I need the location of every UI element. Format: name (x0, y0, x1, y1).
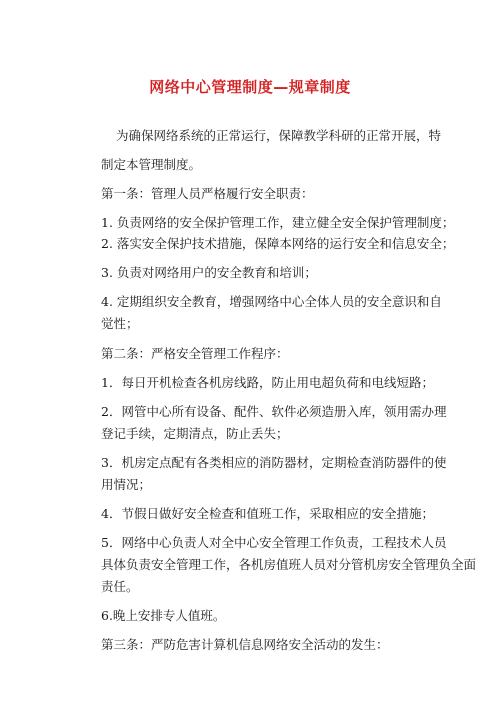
article-2-item-3-line-2: 用情况； (101, 477, 152, 492)
article-2-item-4: 4．节假日做好安全检查和值班工作，采取相应的安全措施； (101, 506, 434, 521)
article-1-item-4-line-1: 4. 定期组织安全教育，增强网络中心全体人员的安全意识和自 (101, 294, 442, 309)
article-3-heading: 第三条：严防危害计算机信息网络安全活动的发生： (101, 637, 389, 652)
article-1-item-2: 2. 落实安全保护技术措施，保障本网络的运行安全和信息安全； (101, 236, 455, 251)
article-2-item-2-line-1: 2．网管中心所有设备、配件、软件必须造册入库，领用需办理 (101, 404, 447, 419)
document-title: 网络中心管理制度—规章制度 (149, 78, 351, 96)
article-2-item-6: 6.晚上安排专人值班。 (101, 608, 226, 623)
article-2-item-5-line-3: 责任。 (101, 579, 139, 594)
article-2-item-1: 1．每日开机检查各机房线路，防止用电超负荷和电线短路； (101, 375, 434, 390)
article-1-item-3: 3. 负责对网络用户的安全教育和培训； (101, 265, 317, 280)
article-2-item-5-line-2: 具体负责安全管理工作，各机房值班人员对分管机房安全管理负全面 (101, 557, 477, 572)
article-2-item-2-line-2: 登记手续，定期清点，防止丢失； (101, 426, 289, 441)
article-1-item-1: 1. 负责网络的安全保护管理工作，建立健全安全保护管理制度； (101, 215, 455, 230)
intro-line-2: 制定本管理制度。 (101, 157, 202, 172)
article-1-item-4-line-2: 觉性； (101, 316, 139, 331)
intro-line-1: 为确保网络系统的正常运行，保障教学科研的正常开展，特 (116, 128, 442, 143)
article-1-heading: 第一条：管理人员严格履行安全职责： (101, 186, 314, 201)
article-2-heading: 第二条：严格安全管理工作程序： (101, 346, 289, 361)
article-2-item-5-line-1: 5．网络中心负责人对全中心安全管理工作负责，工程技术人员 (101, 535, 447, 550)
article-2-item-3-line-1: 3．机房定点配有各类相应的消防器材，定期检查消防器件的使 (101, 455, 447, 470)
